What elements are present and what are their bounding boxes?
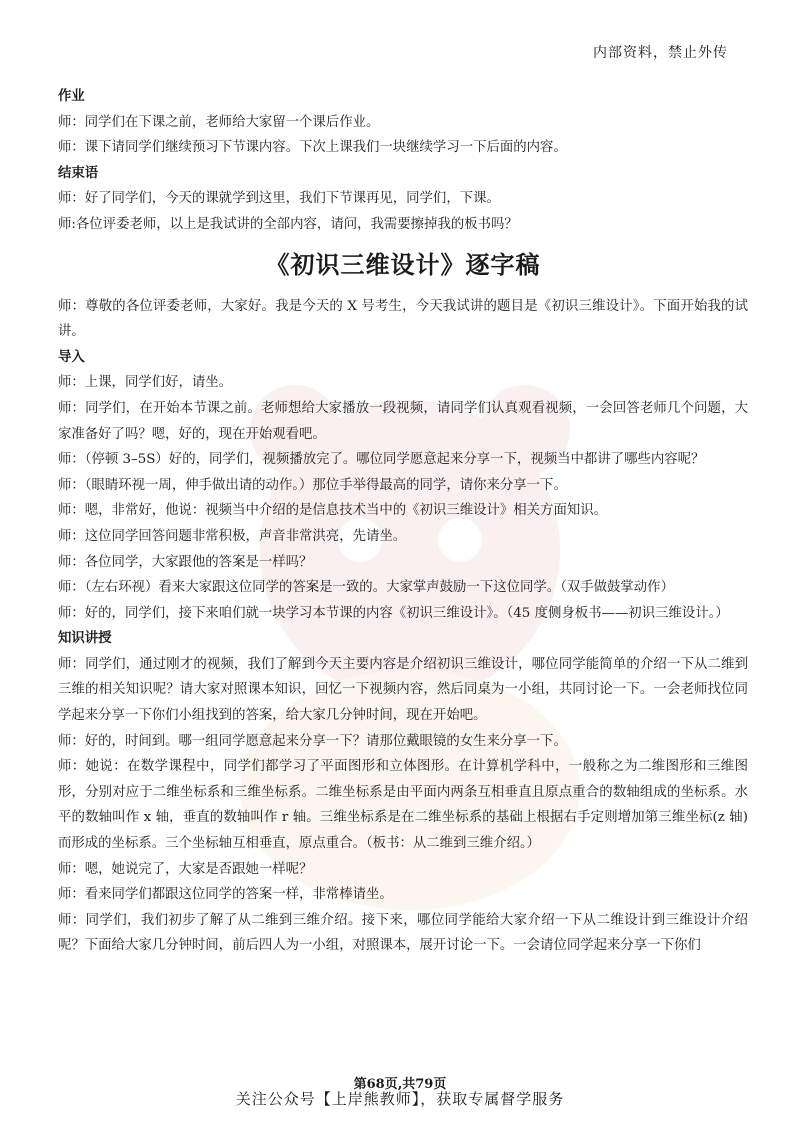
paragraph: 师：（左右环视）看来大家跟这位同学的答案是一致的。大家掌声鼓励一下这位同学。（双手做鼓掌动作） <box>58 580 674 596</box>
paragraph: 师：同学们在下课之前，老师给大家留一个课后作业。 <box>58 114 380 130</box>
paragraph: 师：（停顿 3–5S）好的，同学们，视频播放完了。哪位同学愿意起来分享一下，视频当中都讲了哪些内容呢？ <box>58 452 705 468</box>
paragraph: 师：各位同学，大家跟他的答案是一样吗？ <box>58 554 313 570</box>
paragraph: 师：（眼睛环视一周，伸手做出请的动作。）那位手举得最高的同学，请你来分享一下。 <box>58 477 567 493</box>
paragraph: 师：好的，时间到。哪一组同学愿意起来分享一下？请那位戴眼镜的女生来分享一下。 <box>58 733 567 749</box>
paragraph: 师：嗯，她说完了，大家是否跟她一样呢？ <box>58 861 313 877</box>
paragraph: 师：上课，同学们好，请坐。 <box>58 375 233 391</box>
paragraph: 师：同学们，在开始本节课之前。老师想给大家播放一段视频，请同学们认真观看视频，一会回答老师几个问题，大家准备好了吗？嗯，好的，现在开始观看吧。 <box>58 400 748 442</box>
confidential-note: 内部资料，禁止外传 <box>593 45 728 61</box>
document-body <box>58 84 748 959</box>
paragraph: 师：同学们，我们初步了解了从二维到三维介绍。接下来，哪位同学能给大家介绍一下从二维设计到三维设计介绍呢？下面给大家几分钟时间，前后四人为一小组，对照课本，展开讨论一下。一会请位同学起来分享一下你们 <box>58 912 748 954</box>
paragraph: 师：好的，同学们，接下来咱们就一块学习本节课的内容《初识三维设计》。（45 度侧身板书——初识三维设计。） <box>58 605 729 621</box>
document-title: 《初识三维设计》逐字稿 <box>265 249 541 279</box>
section-heading: 结束语 <box>58 164 99 181</box>
section-heading: 导入 <box>58 348 85 365</box>
knowledge-section <box>58 626 748 959</box>
section-heading: 知识讲授 <box>58 630 112 647</box>
lead-in-section <box>58 345 748 627</box>
page-number: 第68页,共79页 <box>353 1077 447 1092</box>
paragraph: 师：课下请同学们继续预习下节课内容。下次上课我们一块继续学习一下后面的内容。 <box>58 140 567 156</box>
paragraph: 师：看来同学们都跟这位同学的答案一样，非常棒请坐。 <box>58 887 393 903</box>
section-heading: 作业 <box>58 88 85 104</box>
closing-section <box>58 161 748 238</box>
paragraph: 师:各位评委老师，以上是我试讲的全部内容，请问，我需要擦掉我的板书吗？ <box>58 216 518 232</box>
paragraph: 师：这位同学回答问题非常积极，声音非常洪亮，先请坐。 <box>58 528 407 544</box>
paragraph: 师：嗯，非常好，他说：视频当中介绍的是信息技术当中的《初识三维设计》相关方面知识。 <box>58 503 608 519</box>
paragraph: 师：同学们，通过刚才的视频，我们了解到今天主要内容是介绍初识三维设计，哪位同学能简单的介绍一下从二维到三维的相关知识呢？请大家对照课本知识，回忆一下视频内容，然后同桌为一小组，共同讨论一下。一会老师找位同学起来分享一下你们小组找到的答案，给大家几分钟时间，现在开始吧。 <box>58 656 748 724</box>
intro-paragraph: 师：尊敬的各位评委老师，大家好。我是今天的 X 号考生，今天我试讲的题目是《初识三维设计》。下面开始我的试讲。 <box>58 298 748 340</box>
paragraph: 师：她说：在数学课程中，同学们都学习了平面图形和立体图形。在计算机学科中，一般称之为二维图形和三维图形，分别对应于二维坐标系和三维坐标系。二维坐标系是由平面内两条互相垂直且原点重合的数轴组成的坐标系。水平的数轴叫作 x 轴，垂直的数轴叫作 r 轴。三维坐标系是在二维坐标系的基础上根据右手定则增加第三维坐标(z 轴)而形成的坐标系。三个坐标轴互相垂直，原点重合。（板书：从二维到三维介绍。） <box>58 759 748 852</box>
homework-section <box>58 84 748 161</box>
paragraph: 师：好了同学们，今天的课就学到这里，我们下节课再见，同学们，下课。 <box>58 191 500 207</box>
footer-promo: 关注公众号【上岸熊教师】，获取专属督学服务 <box>235 1090 565 1108</box>
